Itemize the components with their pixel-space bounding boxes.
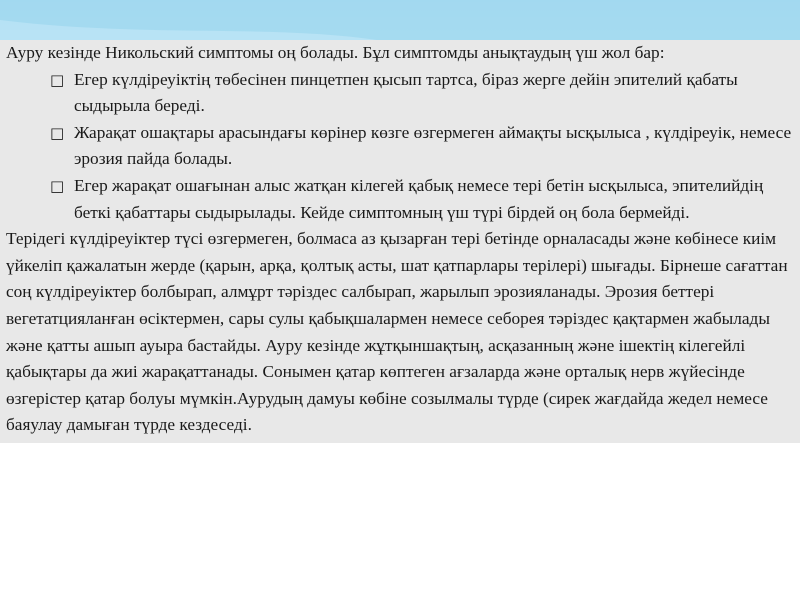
checkbox-icon: □ xyxy=(50,123,65,142)
list-item xyxy=(6,173,792,226)
bullet-list xyxy=(6,67,792,227)
list-item xyxy=(6,120,792,173)
bullet-text: Егер жарақат ошағынан алыс жатқан кілегей қабық немесе тері бетін ысқылыса, эпителийдің беткі қабаттары сыдырылады. Кейде симптомның үш түрі бірдей оң бола бермейді. xyxy=(74,175,764,222)
checkbox-icon: □ xyxy=(50,176,65,195)
text-box xyxy=(6,40,792,439)
intro-paragraph: Ауру кезінде Никольский симптомы оң болады. Бұл симптомды анықтаудың үш жол бар: xyxy=(6,43,665,62)
body-paragraph: Терідегі күлдіреуіктер түсі өзгермеген, болмаса аз қызарған тері бетінде орналасады және көбінесе киім үйкеліп қажалатын жерде (қарын, арқа, қолтық асты, шат қатпарлары терілері) шығады. Бірнеше сағаттан соң күлдіреуіктер болбырап, алмұрт тәріздес салбырап, жарылып эрозияланады. Эрозия беттері вегетатцияланған өсіктермен, сары сулы қабықшалармен немесе себорея тәріздес қақтармен жабылады және қатты ашып ауыра бастайды. Ауру кезінде жұтқыншақтың, асқазанның және ішектің кілегейлі қабықтары да жиі жарақаттанады. Сонымен қатар көптеген ағзаларда және орталық нерв жүйесінде өзгерістер қатар болуы мүмкін.Аурудың дамуы көбіне созылмалы түрде (сирек жағдайда жедел немесе баяулау дамыған түрде кездеседі. xyxy=(6,229,788,435)
bullet-text: Жарақат ошақтары арасындағы көрінер көзге өзгермеген аймақты ысқылыса , күлдіреуік, немесе эрозия пайда болады. xyxy=(74,122,792,169)
bullet-text: Егер күлдіреуіктің төбесінен пинцетпен қысып тартса, біраз жерге дейін эпителий қабаты сыдырыла береді. xyxy=(74,69,738,116)
list-item xyxy=(6,67,792,120)
checkbox-icon: □ xyxy=(50,70,65,89)
